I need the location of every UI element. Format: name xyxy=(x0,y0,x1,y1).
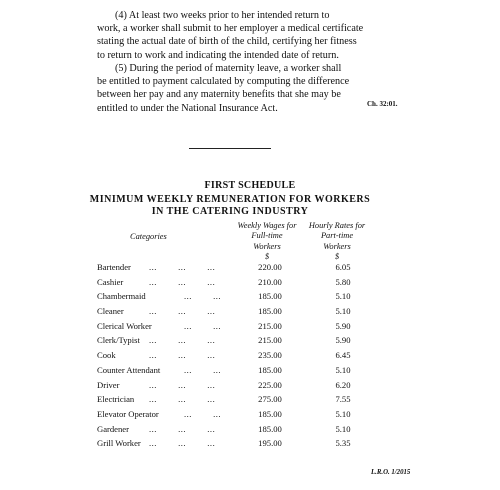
category-cell: Grill Worker xyxy=(97,438,141,449)
paragraph-line: entitled to under the National Insurance Act. xyxy=(97,102,278,114)
category-cell: Cashier xyxy=(97,276,124,287)
table-row: Cook ... ... ... 235.00 6.45 xyxy=(97,350,397,365)
hourly-rate-cell: 5.10 xyxy=(335,291,351,302)
hourly-rate-cell: 5.90 xyxy=(335,335,351,346)
schedule-heading-line: MINIMUM WEEKLY REMUNERATION FOR WORKERS xyxy=(89,194,371,205)
table-row: Grill Worker ... ... ... 195.00 5.35 xyxy=(97,438,397,453)
hourly-rate-cell: 6.45 xyxy=(335,350,351,361)
schedule-title: FIRST SCHEDULE xyxy=(204,180,296,191)
table-row: Chambermaid ... ... 185.00 5.10 xyxy=(97,291,397,306)
category-cell: Clerk/Typist xyxy=(97,335,140,346)
weekly-wage-cell: 275.00 xyxy=(258,394,282,405)
weekly-wage-cell: 220.00 xyxy=(258,262,282,272)
weekly-wage-cell: 185.00 xyxy=(258,291,282,302)
category-cell: Cleaner xyxy=(97,306,124,317)
paragraph-line: (5) During the period of maternity leave, a worker shall xyxy=(115,63,342,74)
weekly-wage-cell: 185.00 xyxy=(258,306,282,317)
table-row: Counter Attendant ... ... 185.00 5.10 xyxy=(97,365,397,380)
column-header-weekly-wages xyxy=(232,221,302,263)
header-line: Part-time xyxy=(320,231,354,241)
paragraph-line: (4) At least two weeks prior to her intended return to xyxy=(115,10,330,21)
weekly-wage-cell: 210.00 xyxy=(258,276,282,287)
weekly-wage-cell: 225.00 xyxy=(258,379,282,390)
paragraph-4 xyxy=(97,9,365,62)
header-line: Hourly Rates for xyxy=(308,221,366,230)
hourly-rate-cell: 6.05 xyxy=(335,262,351,272)
hourly-rate-cell: 7.55 xyxy=(335,394,351,405)
wages-table xyxy=(97,262,397,453)
schedule-heading-line: IN THE CATERING INDUSTRY xyxy=(151,206,309,217)
table-row: Electrician ... ... ... 275.00 7.55 xyxy=(97,394,397,409)
hourly-rate-cell: 5.10 xyxy=(335,364,351,375)
category-cell: Counter Attendant xyxy=(97,364,161,375)
hourly-rate-cell: 5.35 xyxy=(335,438,351,449)
category-cell: Cook xyxy=(97,350,116,361)
section-divider xyxy=(189,148,271,149)
hourly-rate-cell: 5.90 xyxy=(335,320,351,331)
paragraph-line: to return to work and indicating the intended date of return. xyxy=(97,49,339,61)
margin-note: Ch. 32:01. xyxy=(367,100,398,108)
paragraph-5 xyxy=(97,62,365,115)
header-line: Workers xyxy=(253,241,281,251)
table-row: Driver ... ... ... 225.00 6.20 xyxy=(97,380,397,395)
category-cell: Clerical Worker xyxy=(97,320,152,331)
column-header-categories: Categories xyxy=(130,232,167,241)
schedule-heading xyxy=(0,194,460,218)
table-row: Gardener ... ... ... 185.00 5.10 xyxy=(97,424,397,439)
table-row: Clerical Worker ... ... 215.00 5.90 xyxy=(97,321,397,336)
category-cell: Bartender xyxy=(97,262,131,272)
header-line: Weekly Wages for xyxy=(237,221,297,230)
hourly-rate-cell: 6.20 xyxy=(335,379,351,390)
weekly-wage-cell: 215.00 xyxy=(258,320,282,331)
category-cell: Gardener xyxy=(97,423,129,434)
table-row: Bartender ... ... ... 220.00 6.05 xyxy=(97,262,397,277)
weekly-wage-cell: 235.00 xyxy=(258,350,282,361)
category-cell: Elevator Operator xyxy=(97,408,159,419)
paragraph-line: stating the actual date of birth of the child, certifying her fitness xyxy=(97,36,357,48)
category-cell: Electrician xyxy=(97,394,135,405)
header-line: Full-time xyxy=(251,231,283,241)
hourly-rate-cell: 5.10 xyxy=(335,408,351,419)
weekly-wage-cell: 195.00 xyxy=(258,438,282,449)
page-footer: L.R.O. 1/2015 xyxy=(371,469,411,476)
header-line: Workers xyxy=(323,241,351,251)
paragraph-line: work, a worker shall submit to her employer a medical certificate xyxy=(97,23,364,35)
category-cell: Chambermaid xyxy=(97,291,146,302)
header-line: $ xyxy=(334,252,340,262)
column-header-hourly-rates xyxy=(303,221,371,263)
table-row: Cashier ... ... ... 210.00 5.80 xyxy=(97,277,397,292)
weekly-wage-cell: 215.00 xyxy=(258,335,282,346)
category-cell: Driver xyxy=(97,379,120,390)
hourly-rate-cell: 5.80 xyxy=(335,276,351,287)
paragraph-line: between her pay and any maternity benefits that she may be xyxy=(97,89,341,101)
hourly-rate-cell: 5.10 xyxy=(335,306,351,317)
paragraph-line: be entitled to payment calculated by computing the difference xyxy=(97,76,350,88)
weekly-wage-cell: 185.00 xyxy=(258,423,282,434)
hourly-rate-cell: 5.10 xyxy=(335,423,351,434)
header-line: $ xyxy=(264,252,270,262)
weekly-wage-cell: 185.00 xyxy=(258,364,282,375)
weekly-wage-cell: 185.00 xyxy=(258,408,282,419)
table-row: Elevator Operator ... ... 185.00 5.10 xyxy=(97,409,397,424)
table-row: Clerk/Typist ... ... ... 215.00 5.90 xyxy=(97,335,397,350)
table-row: Cleaner ... ... ... 185.00 5.10 xyxy=(97,306,397,321)
